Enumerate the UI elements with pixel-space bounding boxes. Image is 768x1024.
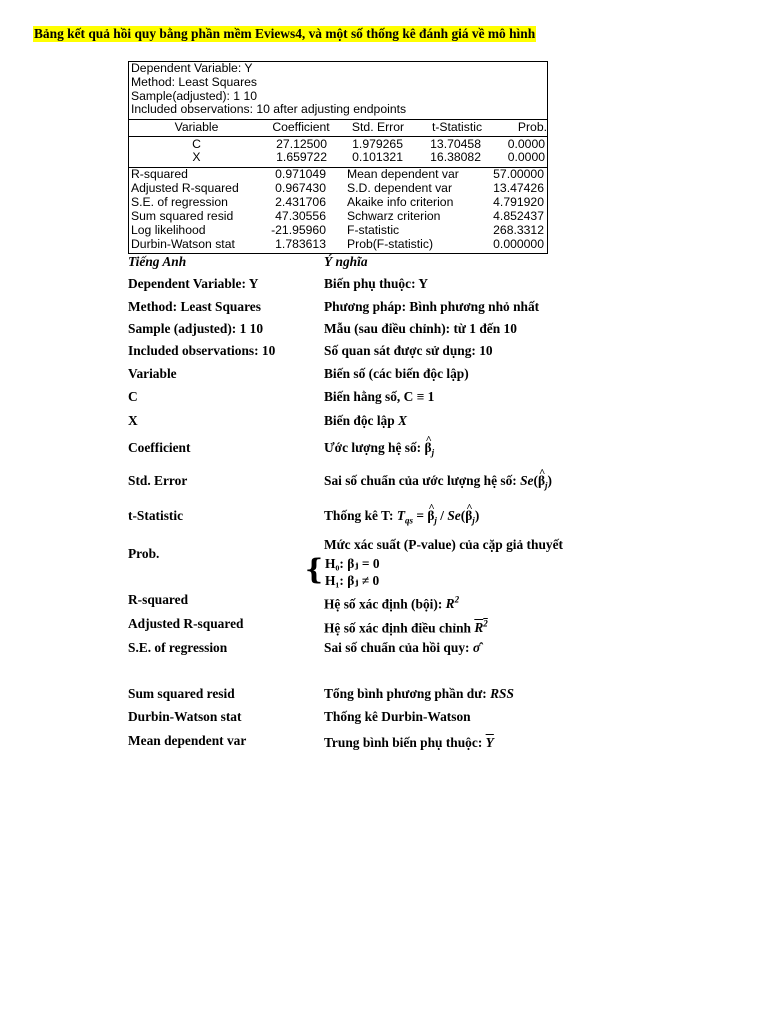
glossary-row [128,537,688,553]
beta-hat-symbol: ^ $\beta_j$ [425,440,435,461]
stat-label: R-squared [131,167,188,181]
term-vi: Tổng bình phương phần dư: [324,686,487,701]
term-vi-wrap [324,616,488,636]
stat-label: Adjusted R-squared [131,181,239,195]
stat-value: 13.47426 [493,181,544,195]
stat-label: Sum squared resid [131,209,234,223]
glossary-row [128,709,688,725]
glossary-row [128,366,688,382]
term-vi: Mẫu (sau điều chỉnh): từ 1 đến 10 [324,321,517,336]
stat-value: 268.3312 [493,223,544,237]
se-formula: Se [520,473,534,488]
value-cell: 0.101321 [352,150,403,164]
stat-label: S.E. of regression [131,195,228,209]
term-en: Dependent Variable: Y [128,276,259,291]
term-vi-wrap [324,592,459,612]
stat-value: 0.000000 [493,237,544,251]
t-formula: $T_{qs}$ [396,508,414,526]
glossary-row [128,413,688,429]
term-en: S.E. of regression [128,640,228,655]
value-cell: 1.979265 [352,137,403,151]
header-line: Dependent Variable: Y [131,61,253,75]
column-header: t-Statistic [431,120,483,134]
stat-value: 0.967430 [275,181,326,195]
term-en: Mean dependent var [128,733,247,748]
stat-row [129,182,547,196]
term-en: X [128,413,138,428]
term-en: Included observations: 10 [128,343,276,358]
term-en: Sum squared resid [128,686,235,701]
glossary-row [128,733,688,749]
term-en: Std. Error [128,473,188,488]
table-row [129,151,547,165]
beta-hat-symbol: ^ $\beta_j$ [465,508,475,529]
glossary-head-en: Tiếng Anh [128,254,187,269]
column-header: Variable [174,120,219,134]
term-en: Adjusted R-squared [128,616,244,631]
term-vi: Sai số chuẩn của ước lượng hệ số: [324,473,517,488]
variable-cell: X [192,150,201,164]
term-en: Coefficient [128,440,191,455]
term-en: Sample (adjusted): 1 10 [128,321,264,336]
stat-label: S.D. dependent var [347,181,453,195]
term-vi: Thống kê Durbin-Watson [324,709,471,724]
stat-row [129,210,547,224]
stat-row [129,168,547,182]
column-header-row [129,121,547,135]
term-vi: Thống kê T: [324,508,394,523]
term-vi: Trung bình biến phụ thuộc: [324,735,483,750]
term-vi: Biến hằng số, C ≡ 1 [324,389,435,404]
term-vi-wrap [324,413,407,429]
value-cell: 0.0000 [507,150,545,164]
term-en: t-Statistic [128,508,184,523]
header-line: Method: Least Squares [131,74,258,89]
eviews-header [131,62,406,117]
beta-hat-symbol: ^ $\beta_j$ [427,508,437,529]
term-en: Prob. [128,546,160,561]
glossary-row [128,508,688,524]
term-vi: Biến độc lập [324,413,395,428]
glossary-row [128,440,688,456]
stat-value: -21.95960 [271,223,326,237]
stat-value: 0.971049 [275,167,326,181]
glossary-row [128,299,688,315]
document-title: Bảng kết quả hồi quy bằng phần mềm Eviews4, và một số thống kê đánh giá về mô hình [34,26,536,41]
column-header: Std. Error [351,120,405,134]
term-en: R-squared [128,592,189,607]
stat-value: 1.783613 [275,237,326,251]
value-cell: 1.659722 [276,150,327,164]
r-squared-symbol: $R^2$ [445,595,460,612]
stat-label: Akaike info criterion [347,195,454,209]
term-vi-wrap [324,640,480,656]
stat-label: F-statistic [347,223,400,237]
term-vi: Biến số (các biến độc lập) [324,366,469,381]
stat-row [129,196,547,210]
term-vi-wrap [324,686,514,702]
header-line: Sample(adjusted): 1 10 [131,88,258,103]
term-en: Variable [128,366,177,381]
y-bar-symbol: $\overline{Y}$ [485,735,494,750]
stat-label: Log likelihood [131,223,206,237]
term-vi-wrap: Sai số chuẩn của ước lượng hệ số: Se(^ $\beta_j$) [324,473,552,494]
symbol-x: X [398,413,407,428]
glossary-row [128,343,688,359]
term-vi-wrap [324,440,434,461]
stat-label: Durbin-Watson stat [131,237,235,251]
header-line: Included observations: 10 after adjusting endpoints [131,102,407,117]
stat-value: 57.00000 [493,167,544,181]
eviews-output-table [128,61,548,254]
glossary-row [128,389,688,405]
hypothesis-h0: H₀: βⱼ = 0 [325,556,380,571]
term-en: C [128,389,138,404]
glossary-row [128,592,688,612]
glossary-row [128,276,688,292]
variable-cell: C [192,137,201,151]
glossary-row [128,473,688,489]
brace-symbol: { [305,553,324,586]
column-header: Prob. [517,120,547,134]
glossary-row [128,686,688,702]
rss-symbol: RSS [490,686,514,701]
term-vi: Hệ số xác định điều chỉnh [324,620,471,636]
stat-value: 4.852437 [493,209,544,223]
term-en: Method: Least Squares [128,299,261,314]
column-header: Coefficient [272,120,330,134]
value-cell: 0.0000 [507,137,545,151]
term-vi: Số quan sát được sử dụng: 10 [324,343,493,358]
stat-label: Mean dependent var [347,167,459,181]
value-cell: 13.70458 [430,137,481,151]
term-en: Durbin-Watson stat [128,709,242,724]
glossary-header [128,254,688,270]
hypothesis-h1: H₁: βⱼ ≠ 0 [325,573,380,588]
stat-value: 4.791920 [493,195,544,209]
term-vi-wrap: Thống kê T: $T_{qs}$ = ^ $\beta_j$ / Se(^ $\beta_j$) [324,508,479,529]
term-vi-wrap [324,735,494,751]
term-vi: Mức xác suất (P-value) của cặp giả thuyết [324,537,563,552]
value-cell: 27.12500 [276,137,327,151]
stat-row [129,224,547,238]
term-vi: Sai số chuẩn của hồi quy: [324,640,470,655]
stat-label: Prob(F-statistic) [347,237,433,251]
term-vi: Ước lượng hệ số: [324,440,422,455]
stat-row [129,238,547,252]
stat-value: 47.30556 [275,209,326,223]
term-vi: Phương pháp: Bình phương nhỏ nhất [324,299,540,314]
value-cell: 16.38082 [430,150,481,164]
r-squared-bar-symbol: $R^2$ [474,619,488,636]
stat-value: 2.431706 [275,195,326,209]
term-vi: Hệ số xác định (bội): [324,596,443,612]
glossary-row [128,616,688,636]
glossary-row [128,640,688,656]
stat-label: Schwarz criterion [347,209,441,223]
glossary-row [128,321,688,337]
sigma-hat-symbol: σ̂ [472,640,481,655]
term-vi: Biến phụ thuộc: Y [324,276,429,291]
beta-hat-symbol: ^ $\beta_j$ [538,473,548,494]
glossary-head-vi: Ý nghĩa [324,254,368,269]
